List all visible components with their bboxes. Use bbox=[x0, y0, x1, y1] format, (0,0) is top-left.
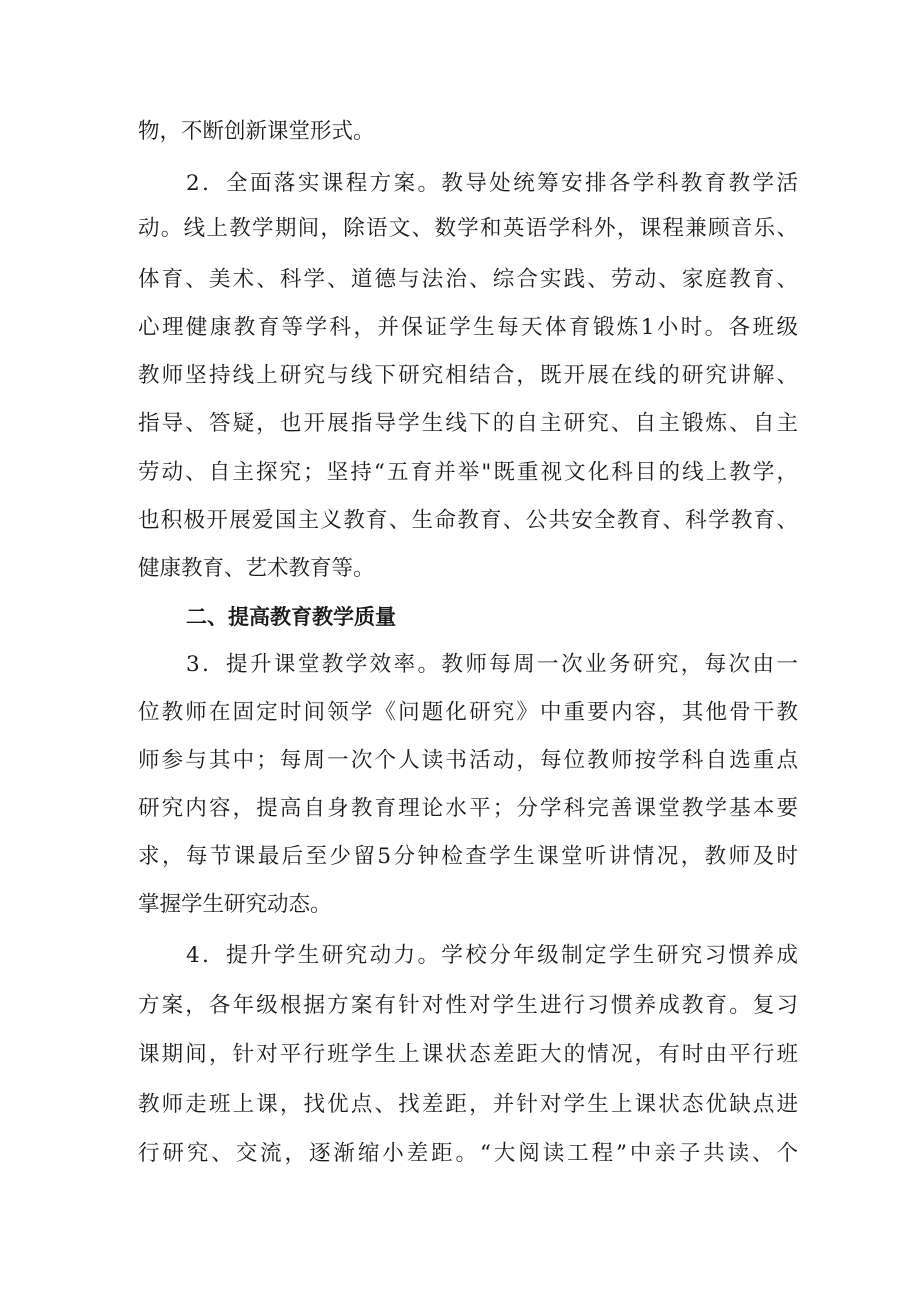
paragraph-1-line-1: 物，不断创新课堂形式。 bbox=[138, 119, 375, 144]
paragraph-4-line-4: 教师走班上课，找优点、找差距，并针对学生上课状态优缺点进 bbox=[138, 1092, 798, 1117]
paragraph-3-line-4: 研究内容，提高自身教育理论水平；分学科完善课堂教学基本要 bbox=[138, 796, 798, 821]
paragraph-3-line-2: 位教师在固定时间领学《问题化研究》中重要内容，其他骨干教 bbox=[138, 700, 798, 725]
paragraph-2-line-5: 教师坚持线上研究与线下研究相结合，既开展在线的研究讲解、 bbox=[138, 363, 798, 388]
paragraph-2-line-6: 指导、答疑，也开展指导学生线下的自主研究、自主锻炼、自主 bbox=[138, 411, 798, 436]
paragraph-4-line-5: 行研究、交流，逐渐缩小差距。“大阅读工程”中亲子共读、个 bbox=[138, 1141, 798, 1166]
paragraph-2-line-9: 健康教育、艺术教育等。 bbox=[138, 556, 375, 581]
section-heading: 二、提高教育教学质量 bbox=[186, 605, 396, 629]
paragraph-4-line-2: 方案，各年级根据方案有针对性对学生进行习惯养成教育。复习 bbox=[138, 993, 798, 1018]
paragraph-2-line-7: 劳动、自主探究；坚持“五育并举"既重视文化科目的线上教学， bbox=[138, 460, 798, 485]
paragraph-2-line-4: 心理健康教育等学科，并保证学生每天体育锻炼1小时。各班级 bbox=[138, 315, 798, 340]
paragraph-3-line-3: 师参与其中；每周一次个人读书活动，每位教师按学科自选重点 bbox=[138, 748, 798, 773]
paragraph-2-line-2: 动。线上教学期间，除语文、数学和英语学科外，课程兼顾音乐、 bbox=[138, 216, 798, 241]
paragraph-3-line-6: 掌握学生研究动态。 bbox=[138, 892, 332, 917]
paragraph-3-line-1: 3．提升课堂教学效率。教师每周一次业务研究，每次由一 bbox=[186, 652, 798, 677]
paragraph-4-line-1: 4．提升学生研究动力。学校分年级制定学生研究习惯养成 bbox=[186, 943, 798, 968]
paragraph-2-line-3: 体育、美术、科学、道德与法治、综合实践、劳动、家庭教育、 bbox=[138, 267, 798, 292]
paragraph-3-line-5: 求，每节课最后至少留5分钟检查学生课堂听讲情况，教师及时 bbox=[138, 844, 798, 869]
paragraph-4-line-3: 课期间，针对平行班学生上课状态差距大的情况，有时由平行班 bbox=[138, 1042, 798, 1067]
paragraph-2-line-8: 也积极开展爱国主义教育、生命教育、公共安全教育、科学教育、 bbox=[138, 508, 798, 533]
paragraph-2-line-1: 2．全面落实课程方案。教导处统筹安排各学科教育教学活 bbox=[186, 171, 798, 196]
